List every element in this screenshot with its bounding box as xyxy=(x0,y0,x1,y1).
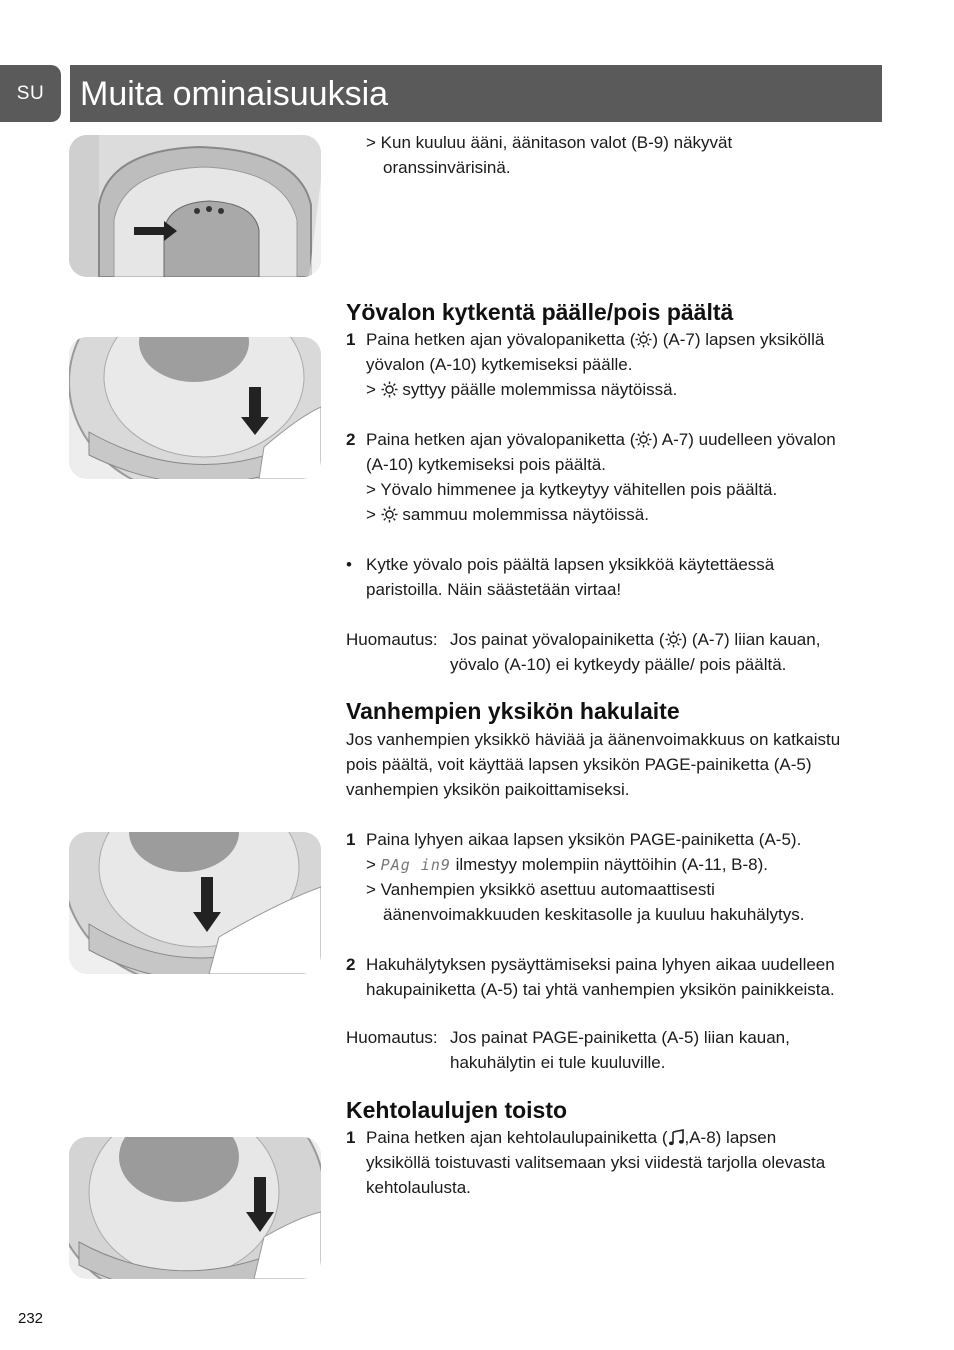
header-bar xyxy=(70,65,882,122)
s1-bullet-line2: paristoilla. Näin säästetään virtaa! xyxy=(366,580,622,599)
s2-note-line2: hakuhälytin ei tule kuuluville. xyxy=(450,1053,666,1072)
page-title: Muita ominaisuuksia xyxy=(80,75,389,113)
s2-step1-line3: > Vanhempien yksikkö asettuu automaattisesti xyxy=(366,880,715,899)
s2-step2-line2: hakupainiketta (A-5) tai yhtä vanhempien yksikön painikkeista. xyxy=(366,980,835,999)
step-number: 2 xyxy=(346,955,356,974)
s1-bullet-line1: Kytke yövalo pois päältä lapsen yksikköä käytettäessä xyxy=(366,555,775,574)
s1-step2-result: sammuu molemmissa näytöissä. xyxy=(402,505,649,524)
s2-para-line1: Jos vanhempien yksikkö häviää ja äänenvoimakkuus on katkaistu xyxy=(346,730,841,749)
s1-step2-line2: (A-10) kytkemiseksi pois päältä. xyxy=(366,455,606,474)
illustration-parent-unit-display xyxy=(69,135,321,277)
step-number: 1 xyxy=(346,1128,356,1147)
s2-step1-result: ilmestyy molempiin näyttöihin (A-11, B-8). xyxy=(455,855,769,874)
step-number: 1 xyxy=(346,330,356,349)
music-note-icon xyxy=(668,1128,685,1145)
s1-step1-line1 xyxy=(366,327,824,352)
step-number: 1 xyxy=(346,830,356,849)
note-label: Huomautus: xyxy=(346,630,438,649)
language-tab: SU xyxy=(0,65,61,122)
lcd-paging-text: PAg in9 xyxy=(380,856,451,874)
s2-step1-line1: Paina lyhyen aikaa lapsen yksikön PAGE-painiketta (A-5). xyxy=(366,830,802,849)
nightlight-icon xyxy=(635,430,652,447)
nightlight-icon xyxy=(665,630,682,647)
s1-note-text-b: ) (A-7) liian kauan, xyxy=(681,630,821,649)
s2-para-line3: vanhempien yksikön paikoittamiseksi. xyxy=(346,780,630,799)
heading-lullaby: Kehtolaulujen toisto xyxy=(346,1097,568,1123)
s1-step2-line3: > Yövalo himmenee ja kytkeytyy vähitellen pois päältä. xyxy=(366,480,778,499)
s1-step1-line2: yövalon (A-10) kytkemiseksi päälle. xyxy=(366,355,633,374)
s3-step1-text-b: ,A-8) lapsen xyxy=(684,1128,777,1147)
step-number: 2 xyxy=(346,430,356,449)
s1-step2-line4 xyxy=(366,502,649,527)
note-label: Huomautus: xyxy=(346,1028,438,1047)
s1-note-text-a: Jos painat yövalopainiketta ( xyxy=(450,630,665,649)
intro-line-2: oranssinvärisinä. xyxy=(383,158,511,177)
s3-step1-line3: kehtolaulusta. xyxy=(366,1178,471,1197)
nightlight-icon xyxy=(381,505,398,522)
s3-step1-line2: yksiköllä toistuvasti valitsemaan yksi viidestä tarjolla olevasta xyxy=(366,1153,826,1172)
s2-step1-line4: äänenvoimakkuuden keskitasolle ja kuuluu hakuhälytys. xyxy=(383,905,805,924)
illustration-lullaby-button xyxy=(69,1137,321,1279)
bullet-marker: • xyxy=(346,555,352,574)
s1-step1-result: syttyy päälle molemmissa näytöissä. xyxy=(402,380,678,399)
s1-step1-text-a: Paina hetken ajan yövalopaniketta ( xyxy=(366,330,636,349)
heading-nightlight: Yövalon kytkentä päälle/pois päältä xyxy=(346,299,734,325)
heading-pager: Vanhempien yksikön hakulaite xyxy=(346,698,680,724)
s1-step2-text-a: Paina hetken ajan yövalopaniketta ( xyxy=(366,430,636,449)
s1-note-line2: yövalo (A-10) ei kytkeydy päälle/ pois päältä. xyxy=(450,655,787,674)
s2-step1-line2 xyxy=(366,852,768,878)
s1-step1-line3 xyxy=(366,377,677,402)
result-marker: > xyxy=(366,505,376,524)
s3-step1-line1 xyxy=(366,1125,776,1150)
s2-note-line1: Jos painat PAGE-painiketta (A-5) liian kauan, xyxy=(450,1028,790,1047)
result-marker: > xyxy=(366,855,376,874)
s1-note-line1 xyxy=(450,627,820,652)
result-marker: > xyxy=(366,380,376,399)
page-number: 232 xyxy=(18,1310,44,1327)
s1-step2-text-b: ) A-7) uudelleen yövalon xyxy=(652,430,836,449)
nightlight-icon xyxy=(635,330,652,347)
s3-step1-text-a: Paina hetken ajan kehtolaulupainiketta ( xyxy=(366,1128,668,1147)
s1-step1-text-b: ) (A-7) lapsen yksiköllä xyxy=(652,330,825,349)
intro-line-1: > Kun kuuluu ääni, äänitason valot (B-9) näkyvät xyxy=(366,133,733,152)
illustration-nightlight-button xyxy=(69,337,321,479)
s1-step2-line1 xyxy=(366,427,836,452)
illustration-page-button xyxy=(69,832,321,974)
nightlight-icon xyxy=(381,380,398,397)
s2-para-line2: pois päältä, voit käyttää lapsen yksikön PAGE-painiketta (A-5) xyxy=(346,755,812,774)
s2-step2-line1: Hakuhälytyksen pysäyttämiseksi paina lyhyen aikaa uudelleen xyxy=(366,955,835,974)
